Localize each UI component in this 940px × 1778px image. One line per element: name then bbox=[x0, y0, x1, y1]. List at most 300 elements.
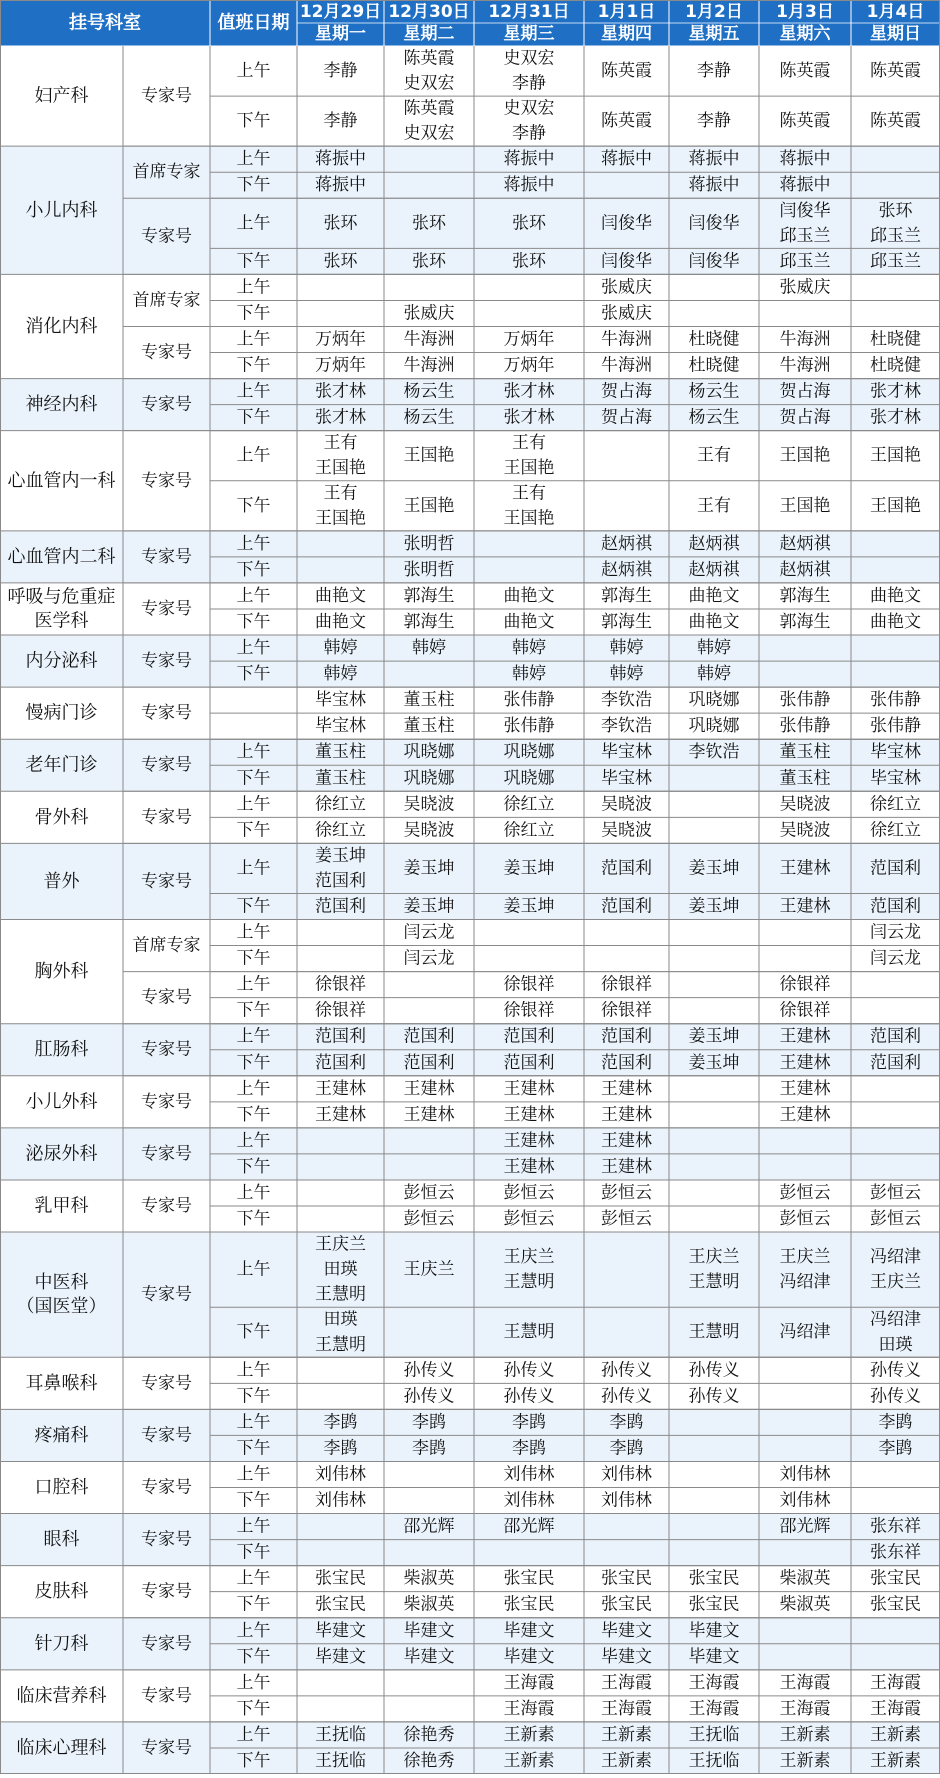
doctor-name: 郭海生 bbox=[601, 585, 652, 606]
doctor-name: 彭恒云 bbox=[403, 1209, 455, 1230]
doctor-name: 吴晓波 bbox=[403, 820, 455, 841]
doctor-name: 刘伟林 bbox=[779, 1490, 831, 1511]
doctor-name: 毕建文 bbox=[403, 1646, 455, 1667]
shift-period: 下午 bbox=[236, 1594, 271, 1615]
doctor-name: 徐银祥 bbox=[315, 974, 366, 995]
doctor-name: 闫俊华 bbox=[779, 200, 831, 221]
department-name: 神经内科 bbox=[25, 394, 98, 416]
registration-type: 首席专家 bbox=[132, 935, 201, 956]
doctor-name: 王有 bbox=[697, 445, 731, 466]
shift-period: 下午 bbox=[236, 1438, 271, 1459]
doctor-name: 杜晓健 bbox=[688, 355, 740, 376]
shift-period: 上午 bbox=[236, 1464, 271, 1485]
doctor-name: 毕建文 bbox=[315, 1620, 366, 1641]
day-date: 1月1日 bbox=[597, 2, 656, 22]
doctor-name: 冯绍津 bbox=[870, 1247, 921, 1268]
registration-type: 专家号 bbox=[141, 86, 192, 107]
registration-type: 专家号 bbox=[141, 1373, 192, 1394]
doctor-name: 蒋振中 bbox=[601, 149, 652, 170]
registration-type: 专家号 bbox=[141, 1633, 192, 1654]
doctor-name: 范国利 bbox=[601, 858, 652, 879]
doctor-name: 郭海生 bbox=[403, 612, 455, 632]
doctor-name: 张环 bbox=[512, 251, 546, 272]
doctor-name: 韩婷 bbox=[323, 664, 358, 685]
doctor-name: 闫俊华 bbox=[601, 251, 652, 272]
department-name: 小儿外科 bbox=[25, 1091, 98, 1113]
date-column-header: 值班日期 bbox=[217, 12, 290, 34]
doctor-name: 姜玉坤 bbox=[503, 896, 555, 917]
doctor-name: 王庆兰 bbox=[779, 1247, 831, 1268]
doctor-name: 李静 bbox=[697, 61, 731, 82]
doctor-name: 范国利 bbox=[503, 1052, 555, 1073]
doctor-name: 陈英霞 bbox=[779, 111, 831, 132]
doctor-name: 张伟静 bbox=[779, 690, 831, 711]
doctor-name: 毕建文 bbox=[503, 1620, 555, 1641]
doctor-name: 徐银祥 bbox=[503, 974, 555, 995]
doctor-name: 王有 bbox=[323, 433, 358, 454]
shift-period: 上午 bbox=[236, 794, 271, 815]
doctor-name: 王海霞 bbox=[601, 1698, 652, 1719]
shift-period: 下午 bbox=[236, 1750, 271, 1771]
doctor-name: 李静 bbox=[512, 123, 546, 144]
doctor-name: 蒋振中 bbox=[315, 149, 366, 170]
doctor-name: 范国利 bbox=[870, 1052, 921, 1073]
doctor-name: 范国利 bbox=[315, 870, 366, 891]
doctor-name: 张才林 bbox=[315, 407, 366, 428]
registration-type: 首席专家 bbox=[132, 290, 201, 311]
doctor-name: 刘伟林 bbox=[779, 1464, 831, 1485]
doctor-name: 王庆兰 bbox=[688, 1247, 740, 1268]
registration-type: 专家号 bbox=[141, 546, 192, 567]
doctor-name: 张环 bbox=[412, 213, 446, 234]
shift-period: 上午 bbox=[236, 858, 271, 879]
doctor-name: 范国利 bbox=[601, 896, 652, 917]
doctor-name: 王海霞 bbox=[779, 1698, 831, 1719]
doctor-name: 张东祥 bbox=[870, 1542, 921, 1563]
doctor-name: 范国利 bbox=[315, 1052, 366, 1073]
doctor-name: 邱玉兰 bbox=[779, 225, 831, 246]
doctor-name: 张宝民 bbox=[870, 1568, 921, 1589]
doctor-name: 闫云龙 bbox=[870, 948, 921, 969]
doctor-name: 张环 bbox=[512, 213, 546, 234]
doctor-name: 范国利 bbox=[315, 1026, 366, 1047]
doctor-name: 董玉柱 bbox=[315, 742, 366, 763]
doctor-name: 张才林 bbox=[870, 381, 921, 402]
doctor-name: 张环 bbox=[323, 213, 358, 234]
doctor-name: 王新素 bbox=[779, 1750, 831, 1771]
day-date: 1月2日 bbox=[685, 2, 743, 22]
shift-period: 上午 bbox=[236, 974, 271, 995]
doctor-name: 王慧明 bbox=[503, 1322, 555, 1343]
doctor-name: 杜晓健 bbox=[688, 329, 740, 350]
doctor-name: 李钦浩 bbox=[601, 716, 652, 737]
doctor-name: 王建林 bbox=[779, 1078, 831, 1099]
doctor-name: 王建林 bbox=[779, 1104, 831, 1125]
doctor-name: 孙传义 bbox=[403, 1360, 455, 1381]
doctor-name: 郭海生 bbox=[779, 585, 831, 606]
doctor-name: 王有 bbox=[323, 483, 358, 504]
shift-period: 下午 bbox=[236, 1156, 271, 1177]
doctor-name: 刘伟林 bbox=[601, 1464, 652, 1485]
doctor-name: 贺占海 bbox=[601, 381, 652, 402]
department-name: 骨外科 bbox=[34, 806, 89, 828]
doctor-name: 王建林 bbox=[403, 1078, 455, 1099]
doctor-name: 王建林 bbox=[503, 1078, 555, 1099]
department-name: 耳鼻喉科 bbox=[25, 1372, 98, 1394]
doctor-name: 王抚临 bbox=[688, 1750, 740, 1771]
doctor-name: 毕宝林 bbox=[870, 768, 921, 789]
doctor-name: 李钦浩 bbox=[688, 742, 740, 763]
doctor-name: 韩婷 bbox=[512, 664, 546, 685]
doctor-name: 贺占海 bbox=[779, 407, 831, 428]
shift-period: 上午 bbox=[236, 1516, 271, 1537]
doctor-name: 陈英霞 bbox=[601, 111, 652, 132]
day-date: 1月3日 bbox=[776, 2, 834, 22]
doctor-name: 王建林 bbox=[503, 1104, 555, 1125]
shift-period: 下午 bbox=[236, 407, 271, 428]
doctor-name: 贺占海 bbox=[779, 381, 831, 402]
registration-type: 专家号 bbox=[141, 807, 192, 828]
doctor-name: 王慧明 bbox=[315, 1334, 366, 1355]
department-name: 心血管内一科 bbox=[7, 470, 116, 492]
doctor-name: 孙传义 bbox=[870, 1386, 921, 1407]
doctor-name: 张伟静 bbox=[779, 716, 831, 737]
doctor-name: 牛海洲 bbox=[601, 355, 652, 376]
shift-period: 上午 bbox=[236, 1182, 271, 1203]
doctor-name: 姜玉坤 bbox=[403, 896, 455, 917]
doctor-name: 李静 bbox=[323, 111, 358, 132]
department-name: 口腔科 bbox=[34, 1477, 89, 1499]
department-name: 疼痛科 bbox=[34, 1424, 89, 1446]
doctor-name: 陈英霞 bbox=[403, 48, 455, 69]
shift-period: 下午 bbox=[236, 664, 271, 685]
doctor-name: 董玉柱 bbox=[779, 742, 831, 763]
shift-period: 下午 bbox=[236, 559, 271, 580]
doctor-name: 张环 bbox=[323, 251, 358, 272]
day-weekday: 星期一 bbox=[315, 24, 366, 44]
doctor-name: 张威庆 bbox=[779, 277, 831, 298]
shift-period: 上午 bbox=[236, 1568, 271, 1589]
shift-period: 上午 bbox=[236, 1724, 271, 1745]
doctor-name: 万炳年 bbox=[503, 355, 555, 376]
doctor-name: 姜玉坤 bbox=[688, 1052, 740, 1073]
shift-period: 下午 bbox=[236, 1542, 271, 1563]
doctor-name: 范国利 bbox=[870, 858, 921, 879]
registration-type: 专家号 bbox=[141, 1039, 192, 1060]
shift-period: 上午 bbox=[236, 1360, 271, 1381]
doctor-name: 杨云生 bbox=[403, 407, 455, 428]
department-name: 中医科 bbox=[34, 1272, 89, 1294]
registration-type: 专家号 bbox=[141, 987, 192, 1008]
doctor-name: 陈英霞 bbox=[870, 61, 921, 82]
doctor-name: 田瑛 bbox=[878, 1334, 913, 1355]
doctor-name: 孙传义 bbox=[688, 1386, 740, 1407]
doctor-name: 韩婷 bbox=[512, 638, 546, 659]
doctor-name: 柴淑英 bbox=[403, 1594, 455, 1615]
doctor-name: 孙传义 bbox=[870, 1360, 921, 1381]
doctor-name: 姜玉坤 bbox=[315, 845, 366, 866]
doctor-name: 孙传义 bbox=[503, 1360, 555, 1381]
registration-type: 专家号 bbox=[141, 598, 192, 619]
shift-period: 下午 bbox=[236, 1646, 271, 1667]
shift-period: 下午 bbox=[236, 355, 271, 376]
doctor-name: 王建林 bbox=[503, 1130, 555, 1151]
registration-type: 专家号 bbox=[141, 871, 192, 892]
doctor-name: 张东祥 bbox=[870, 1516, 921, 1537]
doctor-name: 王庆兰 bbox=[503, 1247, 555, 1268]
doctor-name: 徐银祥 bbox=[779, 1000, 831, 1021]
doctor-name: 巩晓娜 bbox=[503, 742, 555, 763]
doctor-name: 李静 bbox=[323, 61, 358, 82]
doctor-name: 李静 bbox=[697, 111, 731, 132]
department-name: 眼科 bbox=[43, 1529, 80, 1551]
doctor-name: 曲艳文 bbox=[870, 585, 921, 606]
shift-period: 上午 bbox=[236, 213, 271, 234]
doctor-name: 王新素 bbox=[870, 1724, 921, 1745]
doctor-name: 韩婷 bbox=[609, 638, 644, 659]
shift-period: 上午 bbox=[236, 277, 271, 298]
doctor-name: 王抚临 bbox=[315, 1750, 366, 1771]
doctor-name: 韩婷 bbox=[609, 664, 644, 685]
doctor-name: 张环 bbox=[878, 200, 913, 221]
doctor-name: 冯绍津 bbox=[779, 1272, 831, 1293]
doctor-name: 徐银祥 bbox=[601, 1000, 652, 1021]
registration-type: 专家号 bbox=[141, 394, 192, 415]
day-date: 12月29日 bbox=[299, 2, 382, 22]
shift-period: 下午 bbox=[236, 820, 271, 841]
doctor-name: 李鹍 bbox=[878, 1438, 913, 1459]
doctor-name: 王新素 bbox=[503, 1724, 555, 1745]
day-weekday: 星期日 bbox=[870, 24, 921, 44]
doctor-name: 李鹍 bbox=[412, 1412, 446, 1433]
doctor-name: 邱玉兰 bbox=[870, 251, 921, 272]
shift-period: 下午 bbox=[236, 1322, 271, 1343]
doctor-name: 杨云生 bbox=[688, 381, 740, 402]
doctor-name: 王建林 bbox=[601, 1104, 652, 1125]
doctor-name: 王海霞 bbox=[601, 1672, 652, 1693]
doctor-name: 彭恒云 bbox=[601, 1182, 652, 1203]
doctor-name: 王海霞 bbox=[779, 1672, 831, 1693]
department-name: 泌尿外科 bbox=[25, 1143, 98, 1165]
doctor-name: 孙传义 bbox=[503, 1386, 555, 1407]
doctor-name: 闫云龙 bbox=[870, 922, 921, 943]
doctor-name: 王建林 bbox=[403, 1104, 455, 1125]
registration-type: 专家号 bbox=[141, 1685, 192, 1706]
doctor-name: 范国利 bbox=[870, 896, 921, 917]
doctor-name: 巩晓娜 bbox=[688, 690, 740, 711]
doctor-name: 王海霞 bbox=[503, 1698, 555, 1719]
doctor-name: 李鹍 bbox=[609, 1412, 644, 1433]
doctor-name: 王新素 bbox=[870, 1750, 921, 1771]
doctor-name: 徐银祥 bbox=[779, 974, 831, 995]
shift-period: 上午 bbox=[236, 149, 271, 170]
doctor-name: 范国利 bbox=[503, 1026, 555, 1047]
doctor-name: 张宝民 bbox=[688, 1594, 740, 1615]
registration-type: 专家号 bbox=[141, 755, 192, 776]
doctor-name: 孙传义 bbox=[601, 1386, 652, 1407]
doctor-name: 孙传义 bbox=[403, 1386, 455, 1407]
doctor-name: 韩婷 bbox=[412, 638, 446, 659]
department-name: 胸外科 bbox=[34, 961, 89, 983]
doctor-name: 毕建文 bbox=[503, 1646, 555, 1667]
shift-period: 上午 bbox=[236, 922, 271, 943]
doctor-name: 张宝民 bbox=[503, 1594, 555, 1615]
doctor-name: 王庆兰 bbox=[403, 1259, 455, 1280]
department-name: 老年门诊 bbox=[25, 754, 98, 776]
doctor-name: 王抚临 bbox=[315, 1724, 366, 1745]
doctor-name: 徐银祥 bbox=[503, 1000, 555, 1021]
doctor-name: 曲艳文 bbox=[503, 585, 555, 606]
doctor-name: 曲艳文 bbox=[503, 612, 555, 632]
doctor-name: 吴晓波 bbox=[601, 794, 652, 815]
registration-type: 专家号 bbox=[141, 703, 192, 724]
department-name: 皮肤科 bbox=[34, 1581, 89, 1603]
doctor-name: 王建林 bbox=[315, 1078, 366, 1099]
shift-period: 上午 bbox=[236, 638, 271, 659]
doctor-name: 范国利 bbox=[601, 1052, 652, 1073]
registration-type: 专家号 bbox=[141, 651, 192, 672]
doctor-name: 王有 bbox=[512, 483, 546, 504]
doctor-name: 姜玉坤 bbox=[503, 858, 555, 879]
doctor-name: 李鹍 bbox=[878, 1412, 913, 1433]
doctor-name: 赵炳祺 bbox=[688, 533, 740, 554]
doctor-name: 刘伟林 bbox=[503, 1464, 555, 1485]
doctor-name: 闫云龙 bbox=[403, 922, 455, 943]
doctor-name: 蒋振中 bbox=[688, 175, 740, 196]
doctor-name: 王国艳 bbox=[315, 458, 366, 479]
doctor-name: 王海霞 bbox=[688, 1698, 740, 1719]
shift-period: 上午 bbox=[236, 742, 271, 763]
doctor-name: 蒋振中 bbox=[315, 175, 366, 196]
doctor-name: 陈英霞 bbox=[403, 98, 455, 119]
shift-period: 上午 bbox=[236, 445, 271, 466]
shift-period: 下午 bbox=[236, 495, 271, 516]
doctor-name: 彭恒云 bbox=[403, 1182, 455, 1203]
doctor-name: 蒋振中 bbox=[688, 149, 740, 170]
doctor-name: 徐红立 bbox=[503, 794, 555, 815]
doctor-name: 冯绍津 bbox=[870, 1309, 921, 1330]
doctor-name: 邵光辉 bbox=[503, 1516, 555, 1537]
registration-type: 专家号 bbox=[141, 1091, 192, 1112]
doctor-name: 王庆兰 bbox=[870, 1272, 921, 1293]
doctor-name: 王国艳 bbox=[779, 445, 831, 466]
doctor-name: 张伟静 bbox=[503, 690, 555, 711]
department-name: 妇产科 bbox=[34, 85, 89, 107]
shift-period: 下午 bbox=[236, 1000, 271, 1021]
doctor-name: 史双宏 bbox=[403, 123, 455, 144]
department-name: 普外 bbox=[43, 870, 80, 892]
day-weekday: 星期四 bbox=[601, 24, 652, 44]
shift-period: 上午 bbox=[236, 1412, 271, 1433]
doctor-name: 徐艳秀 bbox=[403, 1750, 455, 1771]
doctor-name: 王国艳 bbox=[403, 495, 455, 516]
day-weekday: 星期二 bbox=[403, 24, 455, 44]
doctor-name: 王有 bbox=[697, 495, 731, 516]
doctor-name: 杜晓健 bbox=[870, 355, 921, 376]
shift-period: 下午 bbox=[236, 303, 271, 324]
doctor-name: 李鹍 bbox=[512, 1438, 546, 1459]
doctor-name: 陈英霞 bbox=[601, 61, 652, 82]
registration-type: 专家号 bbox=[141, 1425, 192, 1446]
doctor-name: 彭恒云 bbox=[870, 1182, 921, 1203]
doctor-name: 李鹍 bbox=[609, 1438, 644, 1459]
registration-type: 专家号 bbox=[141, 1196, 192, 1217]
doctor-name: 姜玉坤 bbox=[688, 896, 740, 917]
doctor-name: 邱玉兰 bbox=[870, 225, 921, 246]
doctor-name: 董玉柱 bbox=[779, 768, 831, 789]
doctor-name: 张伟静 bbox=[870, 690, 921, 711]
doctor-name: 赵炳祺 bbox=[688, 559, 740, 580]
doctor-name: 范国利 bbox=[601, 1026, 652, 1047]
doctor-name: 刘伟林 bbox=[503, 1490, 555, 1511]
department-name: 心血管内二科 bbox=[7, 546, 116, 568]
day-date: 12月30日 bbox=[388, 2, 470, 22]
doctor-name: 张威庆 bbox=[601, 277, 652, 298]
doctor-name: 张才林 bbox=[870, 407, 921, 428]
doctor-name: 张宝民 bbox=[688, 1568, 740, 1589]
department-name: 乳甲科 bbox=[34, 1195, 89, 1217]
shift-period: 下午 bbox=[236, 948, 271, 969]
doctor-name: 巩晓娜 bbox=[688, 716, 740, 737]
doctor-name: 赵炳祺 bbox=[779, 533, 831, 554]
doctor-name: 邱玉兰 bbox=[779, 251, 831, 272]
department-name: 医学科 bbox=[34, 610, 89, 632]
shift-period: 下午 bbox=[236, 1698, 271, 1719]
doctor-name: 王建林 bbox=[779, 896, 831, 917]
doctor-name: 赵炳祺 bbox=[779, 559, 831, 580]
doctor-name: 王有 bbox=[512, 433, 546, 454]
doctor-name: 曲艳文 bbox=[315, 612, 366, 632]
doctor-name: 王新素 bbox=[601, 1724, 652, 1745]
department-name: 临床营养科 bbox=[16, 1685, 107, 1707]
doctor-name: 张伟静 bbox=[870, 716, 921, 737]
doctor-name: 王国艳 bbox=[315, 508, 366, 529]
doctor-name: 牛海洲 bbox=[403, 355, 455, 376]
doctor-name: 张才林 bbox=[503, 407, 555, 428]
shift-period: 上午 bbox=[236, 585, 271, 606]
registration-type: 专家号 bbox=[141, 1529, 192, 1550]
doctor-name: 王国艳 bbox=[779, 495, 831, 516]
doctor-name: 巩晓娜 bbox=[403, 742, 455, 763]
doctor-name: 张环 bbox=[412, 251, 446, 272]
doctor-name: 徐艳秀 bbox=[403, 1724, 455, 1745]
doctor-name: 史双宏 bbox=[503, 98, 555, 119]
doctor-name: 徐红立 bbox=[870, 820, 921, 841]
shift-period: 上午 bbox=[236, 61, 271, 82]
doctor-name: 姜玉坤 bbox=[688, 858, 740, 879]
registration-type: 专家号 bbox=[141, 470, 192, 491]
doctor-name: 王建林 bbox=[601, 1130, 652, 1151]
shift-period: 下午 bbox=[236, 768, 271, 789]
doctor-name: 彭恒云 bbox=[503, 1182, 555, 1203]
department-name: 临床心理科 bbox=[16, 1737, 107, 1759]
doctor-name: 张伟静 bbox=[503, 716, 555, 737]
shift-period: 上午 bbox=[236, 533, 271, 554]
doctor-name: 王建林 bbox=[779, 858, 831, 879]
doctor-name: 徐红立 bbox=[870, 794, 921, 815]
doctor-name: 韩婷 bbox=[697, 664, 731, 685]
shift-period: 下午 bbox=[236, 1104, 271, 1125]
registration-type: 专家号 bbox=[141, 1284, 192, 1305]
shift-period: 下午 bbox=[236, 251, 271, 272]
doctor-name: 刘伟林 bbox=[601, 1490, 652, 1511]
doctor-name: 彭恒云 bbox=[503, 1209, 555, 1230]
doctor-name: 王慧明 bbox=[315, 1284, 366, 1305]
doctor-name: 张才林 bbox=[503, 381, 555, 402]
department-name: 针刀科 bbox=[34, 1633, 89, 1655]
day-weekday: 星期六 bbox=[779, 24, 831, 44]
doctor-name: 张明哲 bbox=[403, 533, 455, 554]
